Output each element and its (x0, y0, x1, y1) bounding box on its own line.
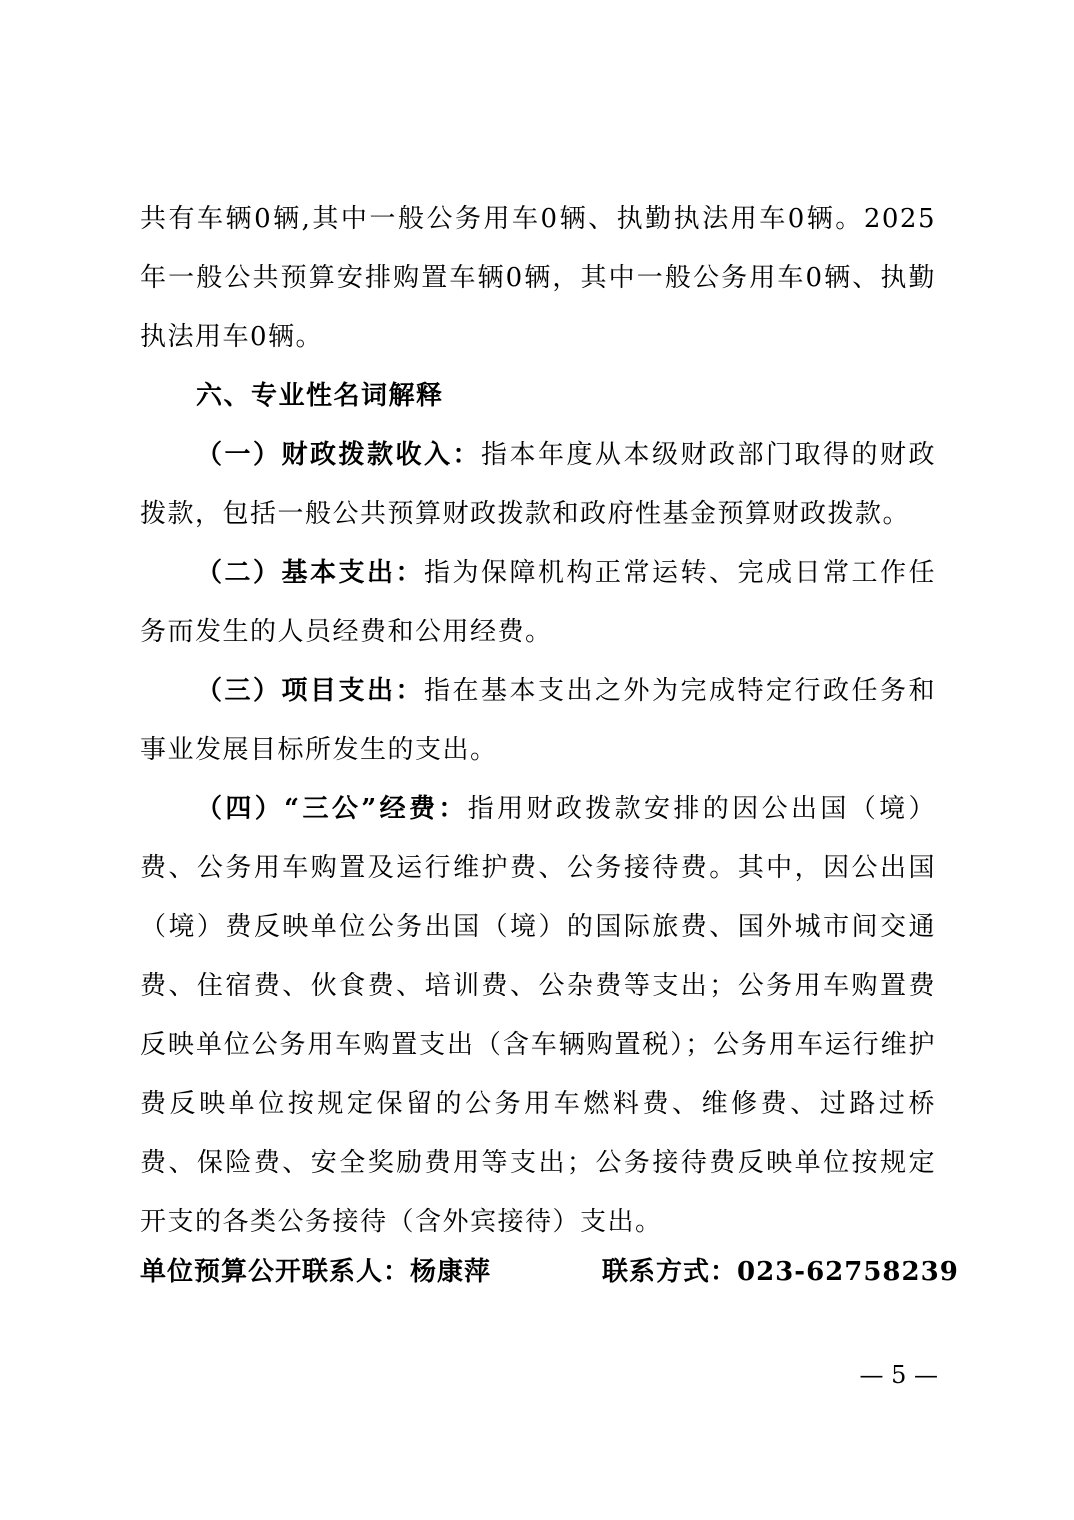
definition-lead: （四）“三公”经费： (196, 794, 468, 824)
definition-basic-expenditure (140, 544, 936, 662)
body-text (140, 190, 936, 367)
definition-lead: （三）项目支出： (196, 676, 424, 706)
definition-text: 指为保障机构正常运转、完成日常工作任务而发生的人员经费和公用经费。 (140, 558, 936, 647)
page-number: — 5 — (859, 1361, 938, 1389)
definition-lead: （二）基本支出： (196, 558, 424, 588)
definition-text: 指本年度从本级财政部门取得的财政拨款，包括一般公共预算财政拨款和政府性基金预算财政拨款。 (140, 440, 936, 529)
section-definitions (140, 367, 936, 1252)
definition-text: 指在基本支出之外为完成特定行政任务和事业发展目标所发生的支出。 (140, 676, 936, 765)
contact-person: 单位预算公开联系人：杨康萍 (140, 1257, 492, 1287)
section-title: 六、专业性名词解释 (196, 381, 444, 411)
definition-fiscal-revenue (140, 426, 936, 544)
paragraph-vehicles: 共有车辆0辆,其中一般公务用车0辆、执勤执法用车0辆。2025年一般公共预算安排购置车辆0辆，其中一般公务用车0辆、执勤执法用车0辆。 (140, 204, 936, 352)
definition-three-public-expenses (140, 780, 936, 1252)
contact-phone: 联系方式：023-62758239 (602, 1257, 959, 1287)
definition-lead: （一）财政拨款收入： (196, 440, 481, 470)
definition-text: 指用财政拨款安排的因公出国（境）费、公务用车购置及运行维护费、公务接待费。其中，因公出国（境）费反映单位公务出国（境）的国际旅费、国外城市间交通费、住宿费、伙食费、培训费、公杂费等支出；公务用车购置费反映单位公务用车购置支出（含车辆购置税）；公务用车运行维护费反映单位按规定保留的公务用车燃料费、维修费、过路过桥费、保险费、安全奖励费用等支出；公务接待费反映单位按规定开支的各类公务接待（含外宾接待）支出。 (140, 794, 936, 1237)
definition-project-expenditure (140, 662, 936, 780)
contact-line (140, 1252, 959, 1292)
